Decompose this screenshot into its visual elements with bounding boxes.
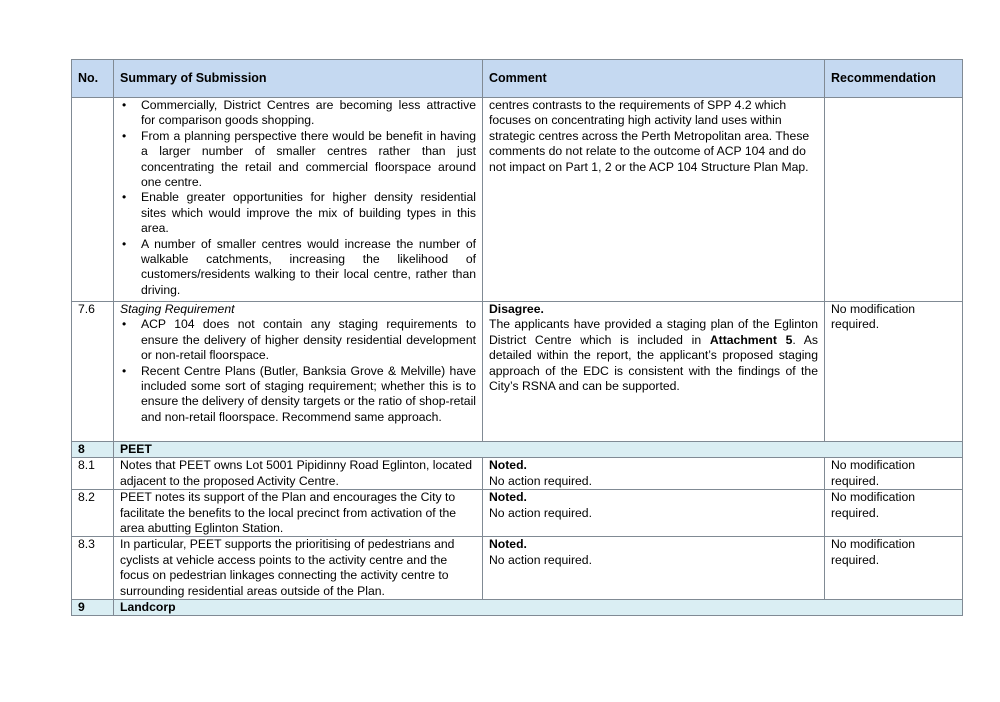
bullet-icon: • [122,317,127,332]
list-item [122,363,476,426]
cell-recommendation [825,98,963,302]
cell-comment [483,490,825,537]
cell-recommendation: No modification required. [825,537,963,600]
bullet-icon: • [122,236,127,251]
attachment-reference: Attachment 5 [709,332,793,347]
cell-no [72,98,114,302]
list-item-text: A number of smaller centres would increase the number of walkable catchments, increasing the likelihood of customers/residents walking to their local centre, rather than driving. [141,236,476,297]
bullet-list [120,317,476,425]
cell-recommendation: No modification required. [825,302,963,442]
submissions-table [71,59,963,616]
cell-summary: PEET notes its support of the Plan and encourages the City to facilitate the benefits to the local precinct from activation of the area abutting Eglinton Station. [114,490,483,537]
section-name: Landcorp [114,600,963,616]
section-row-9 [72,600,963,616]
cell-recommendation: No modification required. [825,458,963,490]
cell-comment [483,302,825,442]
list-item-text: Commercially, District Centres are becoming less attractive for comparison goods shopping. [141,98,476,128]
comment-text-before: The applicants have provided a staging plan of the Eglinton District Centre which is included in [489,317,818,347]
comment-text-after: . As detailed within the report, the applicant’s proposed staging approach of the EDC is consistent with the findings of the City’s RSNA and can be supported. [489,332,818,394]
list-item [122,190,476,236]
comment-heading: Noted. [489,458,527,473]
table-row-8-3 [72,537,963,600]
cell-summary [114,302,483,442]
cell-no: 8.2 [72,490,114,537]
cell-no: 7.6 [72,302,114,442]
comment-heading: Disagree. [489,302,544,316]
cell-summary [114,98,483,302]
section-name: PEET [114,442,963,458]
bullet-icon: • [122,98,127,112]
cell-summary: In particular, PEET supports the prioritising of pedestrians and cyclists at vehicle access points to the activity centre and the focus on pedestrian linkages connecting the activity centre to surrounding residential areas outside of the Plan. [114,537,483,600]
bullet-icon: • [122,363,127,378]
cell-no: 8.1 [72,458,114,490]
header-summary: Summary of Submission [114,60,483,98]
cell-recommendation: No modification required. [825,490,963,537]
comment-text: No action required. [489,473,592,488]
list-item-text: From a planning perspective there would be benefit in having a larger number of smaller centres rather than just concentrating the retail and commercial floorspace around one centre. [141,128,476,190]
bullet-list [120,98,476,298]
cell-summary: Notes that PEET owns Lot 5001 Pipidinny Road Eglinton, located adjacent to the proposed Activity Centre. [114,458,483,490]
bullet-icon: • [122,190,127,205]
list-item [122,236,476,299]
comment-text: No action required. [489,552,592,567]
list-item-text: Enable greater opportunities for higher density residential sites which would improve the mix of building types in this area. [141,190,476,236]
table-row-8-2 [72,490,963,537]
table-row-7-6 [72,302,963,442]
row-title: Staging Requirement [120,302,235,316]
list-item-text: ACP 104 does not contain any staging requirements to ensure the delivery of higher density residential development or non-retail floorspace. [141,317,476,363]
list-item-text: Recent Centre Plans (Butler, Banksia Grove & Melville) have included some sort of staging requirement; whether this is to ensure the delivery of density targets or the ratio of shop-retail and non-retail floorspace. Recommend same approach. [141,363,476,424]
header-recommendation: Recommendation [825,60,963,98]
cell-comment [483,458,825,490]
header-no: No. [72,60,114,98]
table-header-row [72,60,963,98]
table-row-8-1 [72,458,963,490]
section-no: 8 [72,442,114,458]
table-row-continued [72,98,963,302]
cell-no: 8.3 [72,537,114,600]
comment-text [489,317,818,394]
comment-text: No action required. [489,505,592,520]
list-item [122,128,476,191]
cell-comment [483,537,825,600]
bullet-icon: • [122,128,127,143]
comment-heading: Noted. [489,537,527,552]
section-no: 9 [72,600,114,616]
list-item [122,317,476,363]
section-row-8 [72,442,963,458]
list-item [122,98,476,129]
cell-comment: centres contrasts to the requirements of SPP 4.2 which focuses on concentrating high activity land uses within strategic centres across the Perth Metropolitan area. These comments do not relate to the outcome of ACP 104 and do not impact on Part 1, 2 or the ACP 104 Structure Plan Map. [483,98,825,302]
comment-heading: Noted. [489,490,527,505]
header-comment: Comment [483,60,825,98]
